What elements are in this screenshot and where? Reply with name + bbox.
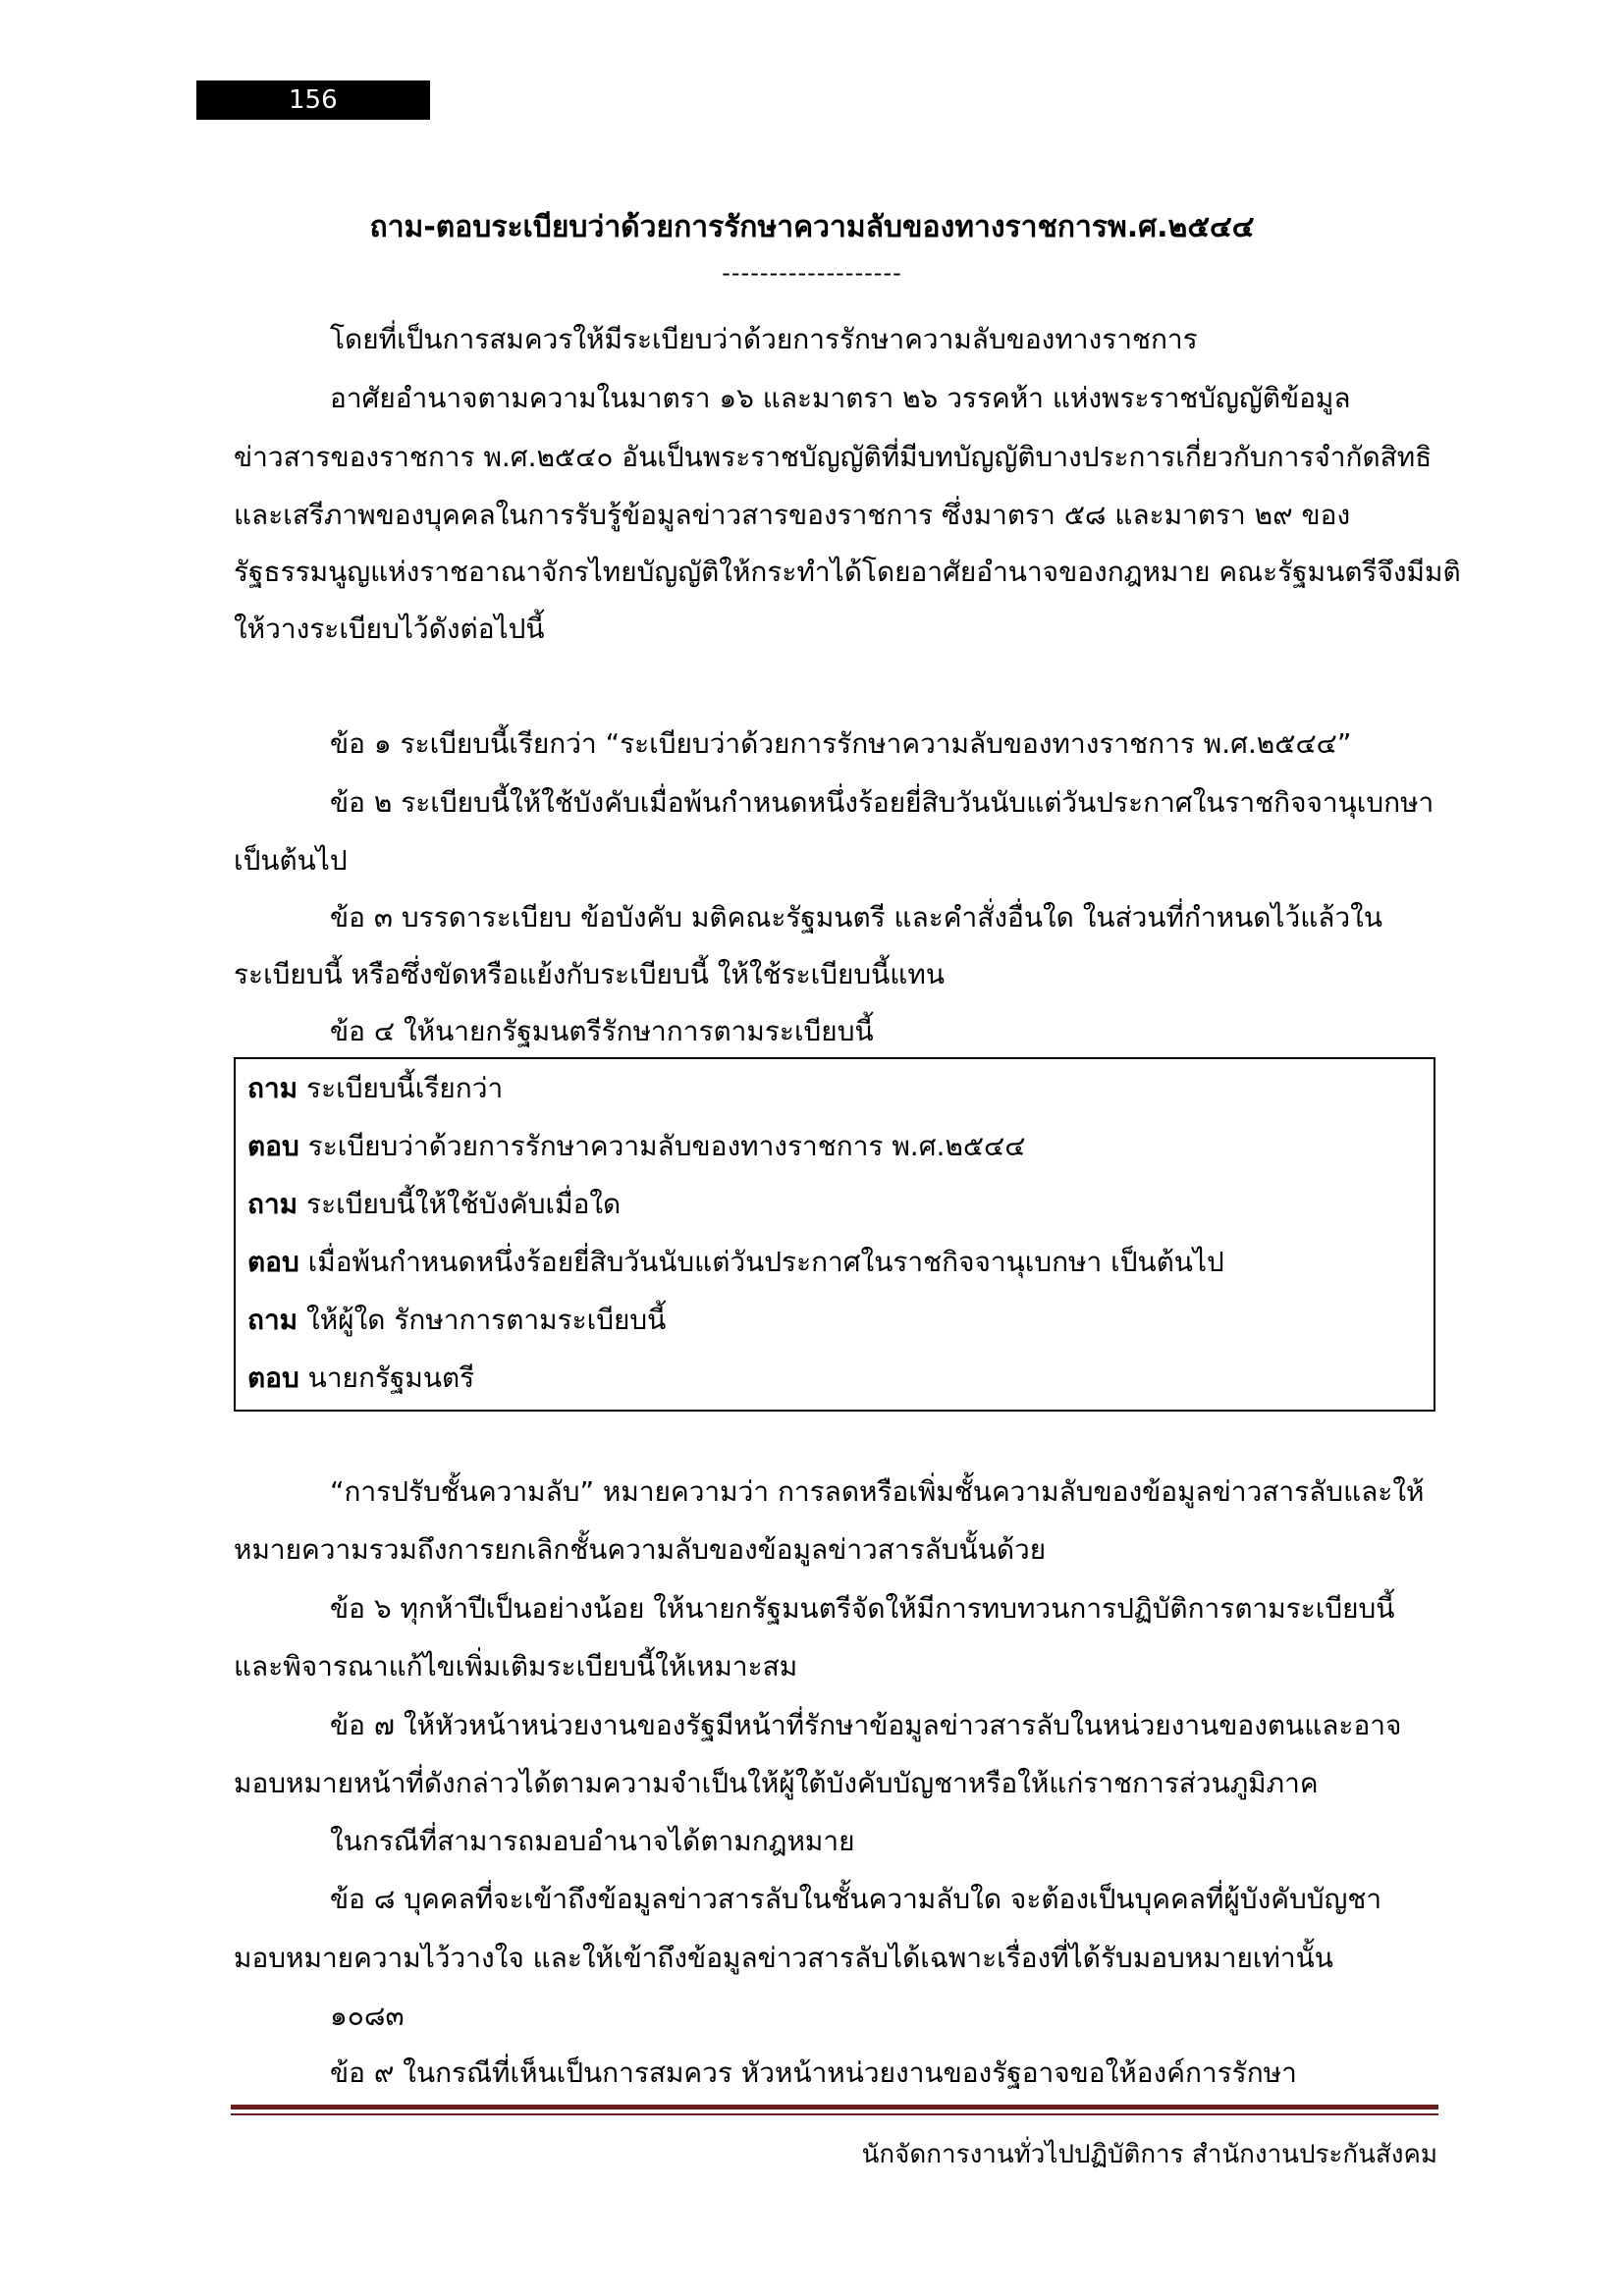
clause-3-cont: ระเบียบนี้ หรือซึ่งขัดหรือแย้งกับระเบียบนี้ ให้ใช้ระเบียบนี้แทน (234, 958, 945, 990)
paragraph-line: หมายความรวมถึงการยกเลิกชั้นความลับของข้อมูลข่าวสารลับนั้นด้วย (234, 1533, 1047, 1566)
paragraph-line: “การปรับชั้นความลับ” หมายความว่า การลดหรือเพิ่มชั้นความลับของข้อมูลข่าวสารลับและให้ (330, 1475, 1425, 1508)
qa-text: ระเบียบนี้ให้ใช้บังคับเมื่อใด (298, 1188, 622, 1220)
qa-item (247, 1127, 1025, 1166)
page-title: ถาม-ตอบระเบียบว่าด้วยการรักษาความลับของทางราชการพ.ศ.๒๕๔๔ (369, 210, 1255, 244)
page-number: 156 (196, 80, 430, 120)
clause-7-cont: ในกรณีที่สามารถมอบอำนาจได้ตามกฎหมาย (330, 1825, 855, 1857)
clause-8: ข้อ ๘ บุคคลที่จะเข้าถึงข้อมูลข่าวสารลับในชั้นความลับใด จะต้องเป็นบุคคลที่ผู้บังคับบัญชา (330, 1883, 1382, 1915)
paragraph-line: ให้วางระเบียบไว้ดังต่อไปนี้ (234, 613, 545, 645)
qa-box (234, 1057, 1435, 1412)
qa-label: ตอบ (247, 1362, 299, 1394)
footer-rule-thin (231, 2113, 1438, 2115)
clause-7-cont: มอบหมายหน้าที่ดังกล่าวได้ตามความจำเป็นให้ผู้ใต้บังคับบัญชาหรือให้แก่ราชการส่วนภูมิภาค (234, 1767, 1319, 1799)
qa-text: ระเบียบว่าด้วยการรักษาความลับของทางราชการ พ.ศ.๒๕๔๔ (298, 1130, 1026, 1162)
paragraph-line: และเสรีภาพของบุคคลในการรับรู้ข้อมูลข่าวสารของราชการ ซึ่งมาตรา ๕๘ และมาตรา ๒๙ ของ (234, 499, 1351, 531)
qa-text: นายกรัฐมนตรี (298, 1362, 475, 1394)
clause-1: ข้อ ๑ ระเบียบนี้เรียกว่า “ระเบียบว่าด้วยการรักษาความลับของทางราชการ พ.ศ.๒๕๔๔” (330, 727, 1352, 760)
clause-2: ข้อ ๒ ระเบียบนี้ให้ใช้บังคับเมื่อพ้นกำหนดหนึ่งร้อยยี่สิบวันนับแต่วันประกาศในราชกิจจานุเบกษา (330, 786, 1435, 819)
clause-6-cont: และพิจารณาแก้ไขเพิ่มเติมระเบียบนี้ให้เหมาะสม (234, 1650, 798, 1682)
clause-4: ข้อ ๔ ให้นายกรัฐมนตรีรักษาการตามระเบียบนี้ (330, 1015, 874, 1047)
clause-6: ข้อ ๖ ทุกห้าปีเป็นอย่างน้อย ให้นายกรัฐมนตรีจัดให้มีการทบทวนการปฏิบัติการตามระเบียบนี้ (330, 1592, 1395, 1625)
clause-7: ข้อ ๗ ให้หัวหน้าหน่วยงานของรัฐมีหน้าที่รักษาข้อมูลข่าวสารลับในหน่วยงานของตนและอาจ (330, 1709, 1402, 1741)
qa-item (247, 1069, 503, 1108)
qa-item (247, 1185, 621, 1224)
qa-label: ถาม (247, 1072, 298, 1104)
qa-text: ระเบียบนี้เรียกว่า (298, 1072, 504, 1104)
qa-item (247, 1301, 666, 1340)
qa-label: ตอบ (247, 1246, 299, 1278)
clause-3: ข้อ ๓ บรรดาระเบียบ ข้อบังคับ มติคณะรัฐมนตรี และคำสั่งอื่นใด ในส่วนที่กำหนดไว้แล้วใน (330, 901, 1382, 934)
qa-text: ให้ผู้ใด รักษาการตามระเบียบนี้ (298, 1304, 667, 1336)
footer-rule (231, 2105, 1438, 2109)
paragraph-line: โดยที่เป็นการสมควรให้มีระเบียบว่าด้วยการรักษาความลับของทางราชการ (330, 323, 1198, 355)
qa-text: เมื่อพ้นกำหนดหนึ่งร้อยยี่สิบวันนับแต่วันประกาศในราชกิจจานุเบกษา เป็นต้นไป (298, 1246, 1224, 1278)
qa-label: ถาม (247, 1304, 298, 1336)
clause-2-cont: เป็นต้นไป (234, 844, 348, 877)
paragraph-line: อาศัยอำนาจตามความในมาตรา ๑๖ และมาตรา ๒๖ วรรคห้า แห่งพระราชบัญญัติข้อมูล (330, 382, 1351, 414)
reference-number: ๑๐๘๓ (330, 2000, 405, 2032)
qa-label: ถาม (247, 1188, 298, 1220)
clause-8-cont: มอบหมายความไว้วางใจ และให้เข้าถึงข้อมูลข่าวสารลับได้เฉพาะเรื่องที่ได้รับมอบหมายเท่านั้น (234, 1942, 1333, 1974)
qa-label: ตอบ (247, 1130, 299, 1162)
title-separator: ------------------- (722, 259, 902, 287)
paragraph-line: รัฐธรรมนูญแห่งราชอาณาจักรไทยบัญญัติให้กระทำได้โดยอาศัยอำนาจของกฎหมาย คณะรัฐมนตรีจึงมีมติ (234, 556, 1461, 588)
qa-item (247, 1359, 474, 1398)
paragraph-line: ข่าวสารของราชการ พ.ศ.๒๕๔๐ อันเป็นพระราชบัญญัติที่มีบทบัญญัติบางประการเกี่ยวกับการจำกัดสิทธิ (234, 441, 1433, 473)
qa-item (247, 1243, 1224, 1282)
footer-text: นักจัดการงานทั่วไปปฏิบัติการ สำนักงานประกันสังคม (861, 2140, 1437, 2169)
clause-9: ข้อ ๙ ในกรณีที่เห็นเป็นการสมควร หัวหน้าหน่วยงานของรัฐอาจขอให้องค์การรักษา (330, 2056, 1297, 2089)
